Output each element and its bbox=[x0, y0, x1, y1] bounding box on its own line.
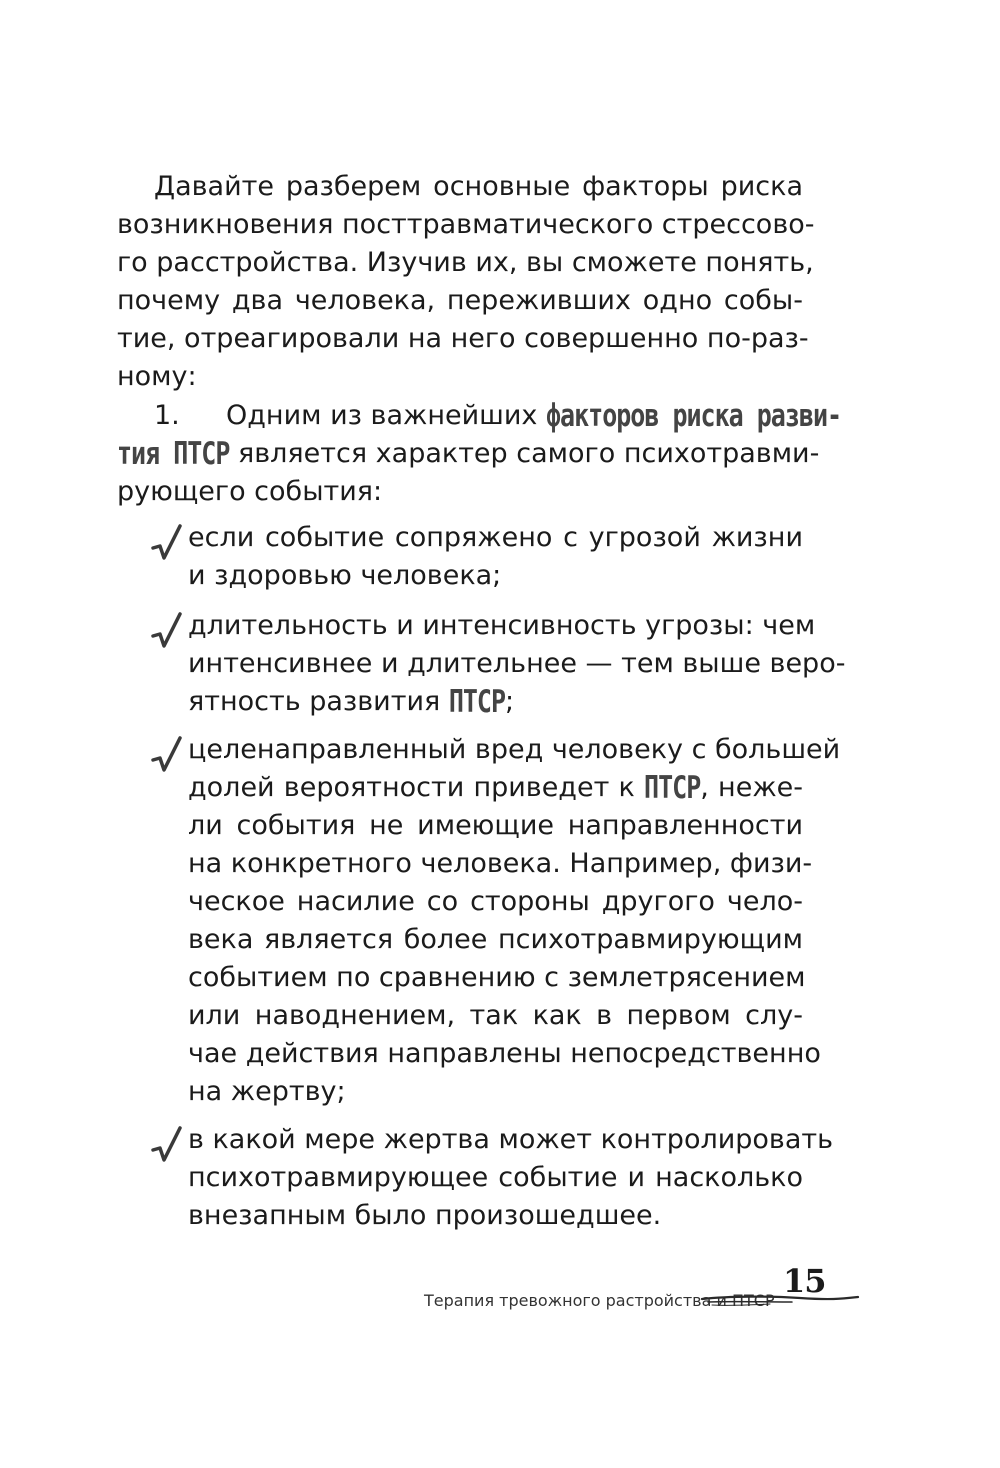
check-mark-icon bbox=[150, 524, 184, 566]
check-mark-icon bbox=[150, 612, 184, 654]
item1-line-2: тия ПТСР является характер самого психотравми- bbox=[117, 434, 803, 474]
intro-line-6: ному: bbox=[117, 361, 197, 392]
item1-line-3: рующего события: bbox=[117, 476, 383, 507]
bullet1-line-2: и здоровью человека; bbox=[188, 560, 502, 591]
bullet3-line-2: долей вероятности приведет к ПТСР, неже- bbox=[188, 768, 803, 808]
item1-text: Одним из важнейших bbox=[226, 400, 538, 431]
item-number: 1. bbox=[154, 400, 180, 431]
highlight-term: ПТСР bbox=[644, 769, 701, 806]
highlight-term: факторов риска разви- bbox=[545, 397, 842, 434]
bullet4-line-3: внезапным было произошедшее. bbox=[188, 1200, 662, 1231]
check-mark-icon bbox=[150, 736, 184, 778]
bullet2-line-3: ятность развития ПТСР; bbox=[188, 682, 803, 722]
bullet3-line-10: на жертву; bbox=[188, 1076, 346, 1107]
bullet1-line-1: если событие сопряжено с угрозой жизни bbox=[188, 522, 803, 553]
bullet2-line-1: длительность и интенсивность угрозы: чем bbox=[188, 610, 816, 641]
page-number: 15 bbox=[783, 1262, 826, 1300]
intro-line-1: Давайте разберем основные факторы риска bbox=[154, 171, 803, 202]
bullet2-line-2: интенсивнее и длительнее — тем выше веро- bbox=[188, 648, 846, 679]
item1-line-1 bbox=[154, 396, 842, 436]
bullet3-line-9: чае действия направлены непосредственно bbox=[188, 1038, 821, 1069]
swash-underline-icon bbox=[700, 1287, 860, 1309]
bullet3-line-8: или наводнением, так как в первом слу- bbox=[188, 1000, 803, 1031]
bullet3-line-1: целенаправленный вред человеку с большей bbox=[188, 734, 841, 765]
intro-line-2: возникновения посттравматического стрессово- bbox=[117, 209, 815, 240]
bullet3-line-6: века является более психотравмирующим bbox=[188, 924, 803, 955]
highlight-term: тия ПТСР bbox=[117, 435, 230, 472]
bullet3-line-3: ли события не имеющие направленности bbox=[188, 810, 803, 841]
bullet3-line-7: событием по сравнению с землетрясением bbox=[188, 962, 806, 993]
highlight-term: ПТСР bbox=[448, 683, 506, 720]
intro-line-3: го расстройства. Изучив их, вы сможете понять, bbox=[117, 247, 814, 278]
bullet3-line-4: на конкретного человека. Например, физи- bbox=[188, 848, 813, 879]
bullet4-line-1: в какой мере жертва может контролировать bbox=[188, 1124, 834, 1155]
intro-line-4: почему два человека, переживших одно собы- bbox=[117, 285, 803, 316]
bullet3-line-5: ческое насилие со стороны другого чело- bbox=[188, 886, 803, 917]
check-mark-icon bbox=[150, 1126, 184, 1168]
running-footer-title: Терапия тревожного растройства и ПТСР bbox=[424, 1291, 775, 1310]
bullet4-line-2: психотравмирующее событие и насколько bbox=[188, 1162, 803, 1193]
intro-line-5: тие, отреагировали на него совершенно по-раз- bbox=[117, 323, 809, 354]
